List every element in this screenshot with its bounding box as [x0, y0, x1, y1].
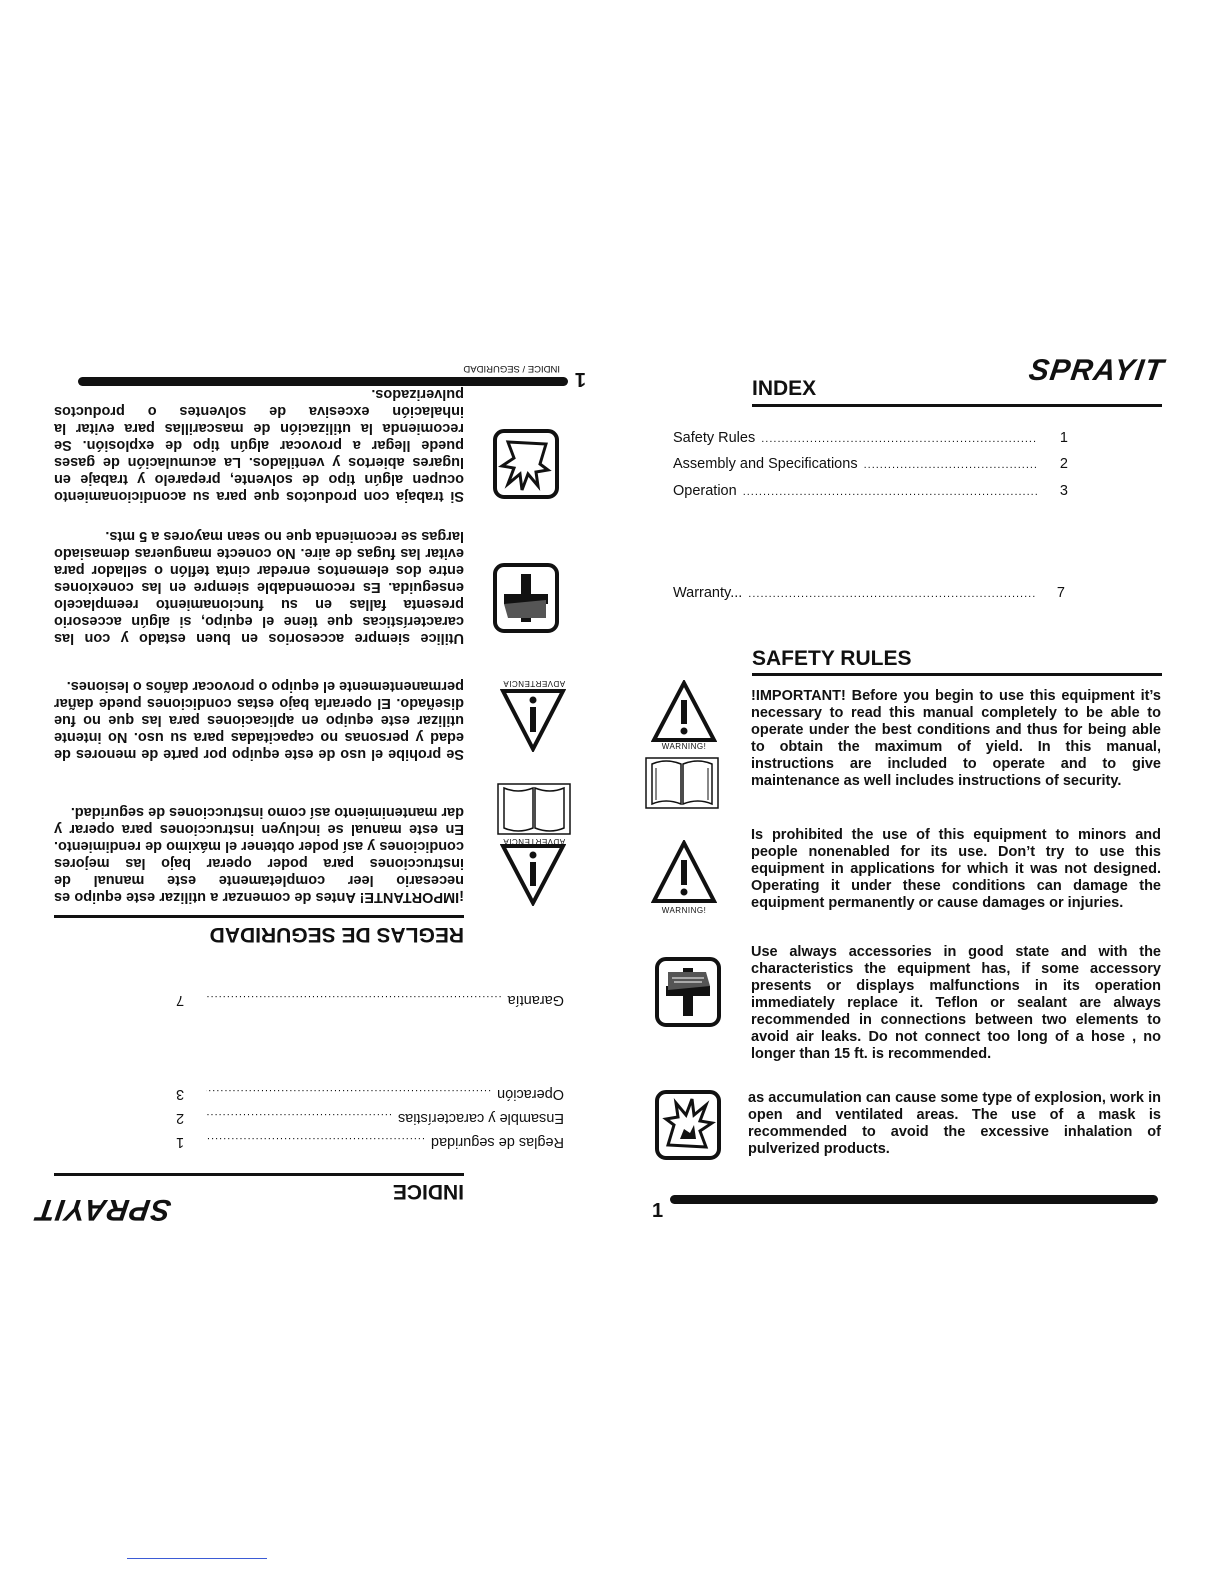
header-label: INDICE / SEGURIDAD	[463, 363, 560, 374]
safety-title: REGLAS DE SEGURIDAD	[209, 923, 464, 946]
warning-caption: ADVERTENCIA	[502, 837, 566, 846]
manual-book-icon	[644, 754, 720, 810]
brand-logo: SPRAYIT	[33, 1193, 174, 1226]
bottom-link-line	[127, 1558, 267, 1559]
index-title: INDICE	[392, 1180, 464, 1203]
warning-caption: WARNING!	[661, 906, 707, 915]
footer-bar	[78, 377, 568, 386]
hose-connection-icon	[492, 562, 560, 634]
safety-paragraph-explosion: as accumulation can cause some type of explosion, work in open and ventilated areas. The use of a mask is recommended to avoid the excessive inhalation of pulverized products.	[748, 1090, 1161, 1157]
manual-book-icon	[496, 782, 572, 838]
spanish-page	[33, 350, 586, 1230]
index-rule	[752, 404, 1162, 407]
page-number: 1	[574, 368, 586, 390]
safety-paragraph-prohibited: Is prohibited the use of this equipment to minors and people nonenabled for its use. Don’t try to use this equipment in applications for which it was not designed. Operating it under these conditions can damage the equipment permanently or cause damages or injuries.	[751, 827, 1161, 911]
toc-item-safety-rules[interactable]: Safety Rules ..... 1	[673, 430, 1068, 446]
safety-paragraph-important: ¡IMPORTANTE! Antes de comenzar a utilizar este equipo es necesario leer completamente este manual de instrucciones para poder operar bajo las mejores condiciones y así poder obtener el máximo de rendimiento. En este manual se incluyen instrucciones para operar y dar mantenimiento así como instrucciones de seguridad.	[54, 804, 464, 905]
explosion-icon	[654, 1089, 722, 1161]
toc-item-assembly[interactable]: Assembly and Specifications ..... 2	[673, 456, 1068, 472]
toc-item-warranty[interactable]: Garantía ..... 7	[176, 992, 564, 1008]
page-number: 1	[652, 1200, 664, 1222]
index-rule	[54, 1173, 464, 1176]
warning-caption: WARNING!	[661, 742, 707, 751]
safety-rule	[752, 673, 1162, 676]
hose-connection-icon	[654, 956, 722, 1028]
safety-rule	[54, 915, 464, 918]
explosion-icon	[492, 428, 560, 500]
warning-triangle-icon	[651, 840, 717, 904]
warning-triangle-icon	[651, 680, 717, 742]
warning-caption: ADVERTENCIA	[502, 679, 566, 688]
brand-logo: SPRAYIT	[1026, 354, 1167, 387]
warning-triangle-icon	[500, 844, 566, 906]
english-page	[640, 350, 1180, 1230]
toc-item-safety-rules[interactable]: Reglas de seguridad ..... 1	[176, 1134, 564, 1150]
footer-bar	[670, 1195, 1158, 1204]
toc-item-assembly[interactable]: Ensamble y característias ..... 2	[176, 1110, 564, 1126]
safety-title: SAFETY RULES	[752, 647, 912, 670]
warning-triangle-icon	[500, 688, 566, 752]
toc-item-operation[interactable]: Operación ..... 3	[176, 1086, 564, 1102]
index-title: INDEX	[752, 377, 817, 400]
safety-paragraph-accessories: Utilice siempre accesorios en buen estado y con las características que tiene el equipo, si algún accesorio presenta fallas en su funcionamiento reemplacelo enseguida. Es recomendable siempre en las conexiones entre dos elementos enredar cinta teflón o sellador para evitar las fugas de aire. No conecte mangueras demasiado largas se recomienda que no sean mayores a 5 mts.	[54, 528, 464, 646]
safety-paragraph-important: !IMPORTANT! Before you begin to use this equipment it’s necessary to read this manual completely to be able to operate under the best conditions and thus for being able to obtain the maximum of yield. In this manual, instructions are included to operate and to give maintenance as well includes instructions of security.	[751, 688, 1161, 789]
safety-paragraph-prohibited: Se prohibe el uso de este equipo por parte de menores de edad y personas no capacitadas para su uso. No intente utilizar este equipo en aplicaciones para las que no fue diseñado. El operarla bajo estas condiciones puede dañar permanentemente el equipo o provocar daños o lesiones.	[54, 678, 464, 762]
toc-item-warranty[interactable]: Warranty... ..... 7	[673, 585, 1065, 601]
safety-paragraph-explosion: Si trabaja con productos que para su acondicionamiento ocupen algún tipo de solvente, preparelo y trabaje en lugares abiertos y ventilados. La acumulación de gases puede llegar a provocar algún tipo de explosión. Se recomienda la utilización de mascarillas para evitar la inhalación excesiva de solventes o productos pulverizados.	[54, 386, 464, 504]
toc-item-operation[interactable]: Operation ..... 3	[673, 483, 1068, 499]
safety-paragraph-accessories: Use always accessories in good state and with the characteristics the equipment has, if some accessory presents or displays malfunctions in its operation immediately replace it. Teflon or sealant are always recommended in connections between two elements to avoid air leaks. Do not connect too long of a hose , no longer than 15 ft. is recommended.	[751, 944, 1161, 1062]
